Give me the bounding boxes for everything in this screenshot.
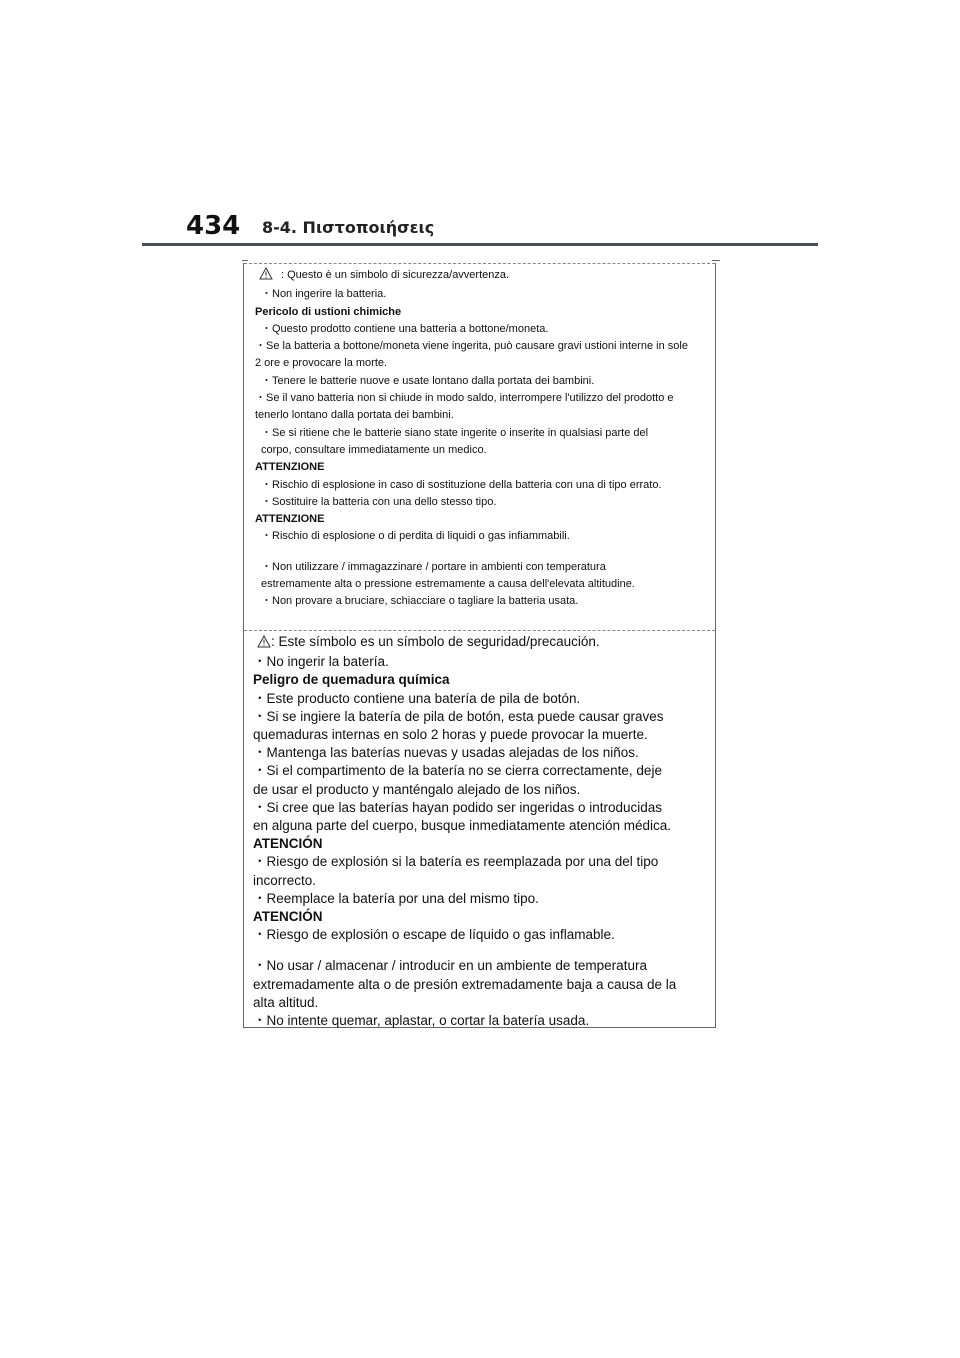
warning-item: ・ Non utilizzare / immagazzinare / portare in ambienti con temperatura estremamente alta o pressione estremamente a causa dell'elevata altitudine. bbox=[255, 559, 666, 594]
warning-item: ・ Este producto contiene una batería de pila de botón. bbox=[253, 690, 711, 708]
warning-heading: Peligro de quemadura química bbox=[253, 672, 450, 688]
warning-item: ・ Si el compartimento de la batería no se cierra correctamente, deje de usar el producto y manténgalo alejado de los niños. bbox=[253, 762, 673, 798]
warning-item: ・Se il vano batteria non si chiude in modo saldo, interrompere l'utilizzo del prodotto e tenerlo lontano dalla portata dei bambini. bbox=[255, 392, 674, 422]
symbol-line bbox=[255, 267, 710, 286]
symbol-line bbox=[253, 633, 711, 653]
attention-heading: ATTENZIONE bbox=[255, 461, 325, 474]
battery-warning-label bbox=[243, 263, 716, 1028]
warning-triangle-icon bbox=[257, 635, 271, 653]
warning-item: ・ Rischio di esplosione in caso di sostituzione della batteria con una di tipo errato. bbox=[255, 477, 710, 494]
page-header bbox=[0, 0, 960, 250]
warning-item: ・ Tenere le batterie nuove e usate lontano dalla portata dei bambini. bbox=[255, 373, 710, 390]
warning-item: ・ No ingerir la batería. bbox=[253, 653, 711, 671]
warning-item: ・ Riesgo de explosión o escape de líquido o gas inflamable. bbox=[253, 926, 711, 944]
spanish-warning-section bbox=[253, 633, 711, 1030]
attention-heading: ATENCIÓN bbox=[253, 909, 323, 925]
warning-item: ・ Se si ritiene che le batterie siano state ingerite o inserite in qualsiasi parte del corpo, consultare immediatamente un medico. bbox=[255, 425, 681, 460]
warning-item: ・ Riesgo de explosión si la batería es reemplazada por una del tipo incorrecto. bbox=[253, 853, 673, 889]
warning-item: ・ Rischio di esplosione o di perdita di liquidi o gas infiammabili. bbox=[255, 528, 710, 545]
section-title: 8-4. Πιστοποιήσεις bbox=[262, 218, 435, 237]
symbol-text: : Este símbolo es un símbolo de seguridad/precaución. bbox=[271, 634, 600, 649]
attention-heading: ATTENZIONE bbox=[255, 513, 325, 526]
warning-item: ・ No usar / almacenar / introducir en un ambiente de temperatura extremadamente alta o de presión extremadamente baja a causa de la alta altitud. bbox=[253, 957, 683, 1012]
spacer bbox=[253, 944, 711, 957]
warning-item: ・ Si cree que las baterías hayan podido ser ingeridas o introducidas en alguna parte del cuerpo, busque inmediatamente atención médica. bbox=[253, 799, 673, 835]
warning-item: ・ Non provare a bruciare, schiacciare o tagliare la batteria usata. bbox=[255, 593, 710, 610]
warning-item: ・ Reemplace la batería por una del mismo tipo. bbox=[253, 890, 711, 908]
warning-item: ・Se la batteria a bottone/moneta viene ingerita, può causare gravi ustioni interne in sole 2 ore e provocare la morte. bbox=[255, 340, 688, 370]
warning-item: ・ Questo prodotto contiene una batteria a bottone/moneta. bbox=[255, 321, 710, 338]
dashed-divider bbox=[244, 263, 715, 264]
warning-item: ・ Si se ingiere la batería de pila de botón, esta puede causar graves quemaduras internas en solo 2 horas y puede provocar la muerte. bbox=[253, 708, 673, 744]
attention-heading: ATENCIÓN bbox=[253, 836, 323, 852]
warning-item: ・ Non ingerire la batteria. bbox=[255, 286, 710, 303]
warning-triangle-icon bbox=[259, 267, 273, 286]
page-number: 434 bbox=[186, 211, 241, 241]
italian-warning-section bbox=[255, 267, 710, 611]
dashed-divider bbox=[244, 630, 715, 631]
header-rule bbox=[142, 243, 818, 246]
spacer bbox=[255, 546, 710, 559]
warning-item: ・ Mantenga las baterías nuevas y usadas alejadas de los niños. bbox=[253, 744, 711, 762]
warning-item: ・ Sostituire la batteria con una dello stesso tipo. bbox=[255, 494, 710, 511]
warning-heading: Pericolo di ustioni chimiche bbox=[255, 305, 402, 318]
symbol-text: : Questo è un simbolo di sicurezza/avvertenza. bbox=[281, 269, 510, 281]
warning-item: ・ No intente quemar, aplastar, o cortar la batería usada. bbox=[253, 1012, 711, 1030]
